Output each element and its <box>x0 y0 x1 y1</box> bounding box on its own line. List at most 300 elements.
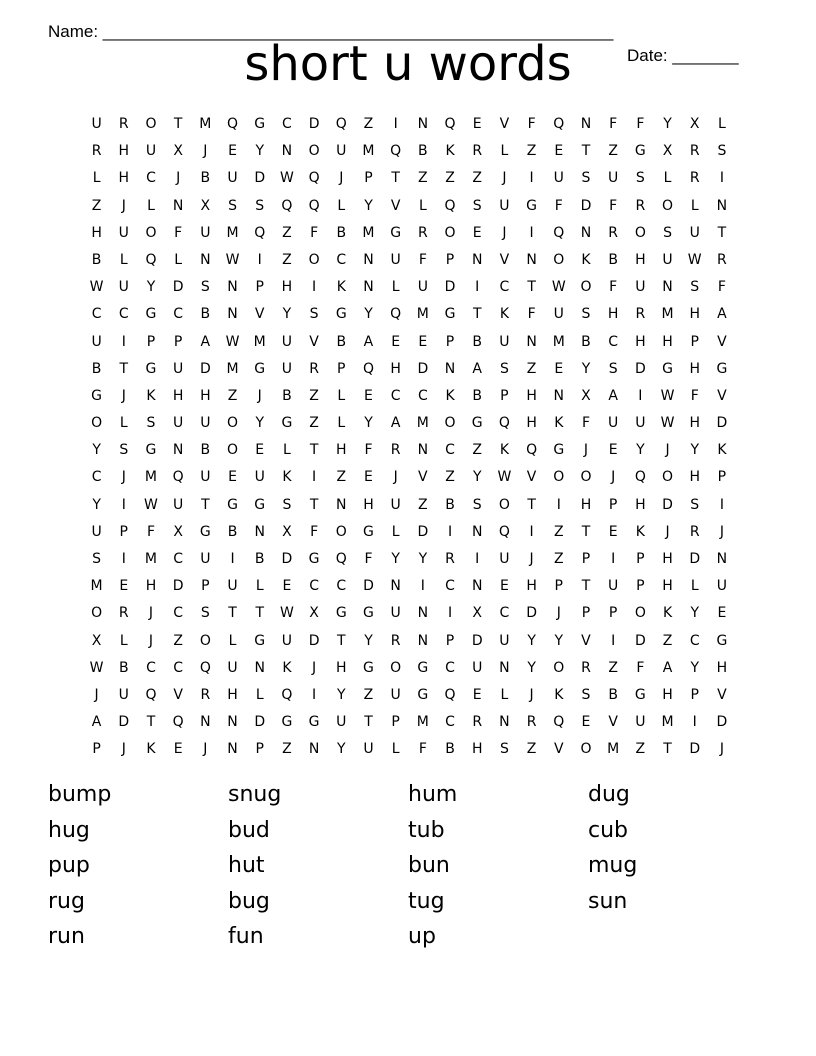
grid-letter[interactable]: Y <box>255 143 264 160</box>
grid-letter[interactable]: G <box>444 306 456 323</box>
grid-letter[interactable]: U <box>200 469 211 486</box>
grid-letter[interactable]: Y <box>364 197 373 214</box>
grid-letter[interactable]: G <box>91 387 103 404</box>
grid-letter[interactable]: M <box>607 741 620 758</box>
grid-letter[interactable]: Z <box>91 197 102 214</box>
grid-letter[interactable]: Y <box>636 442 645 459</box>
grid-letter[interactable]: I <box>312 686 317 703</box>
grid-letter[interactable]: H <box>607 306 619 323</box>
grid-letter[interactable]: G <box>716 632 728 649</box>
grid-letter[interactable]: N <box>227 714 238 731</box>
grid-letter[interactable]: J <box>583 442 589 459</box>
grid-letter[interactable]: C <box>445 442 455 459</box>
grid-letter[interactable]: H <box>526 387 537 404</box>
grid-letter[interactable]: P <box>445 333 455 350</box>
grid-letter[interactable]: H <box>118 170 130 187</box>
grid-letter[interactable]: U <box>417 279 428 296</box>
grid-letter[interactable]: P <box>717 469 727 486</box>
grid-letter[interactable]: Z <box>472 442 483 459</box>
grid-letter[interactable]: Y <box>92 442 101 459</box>
grid-letter[interactable]: Z <box>282 224 292 241</box>
grid-letter[interactable]: W <box>687 251 702 268</box>
grid-letter[interactable]: I <box>312 279 317 296</box>
grid-letter[interactable]: R <box>200 686 211 703</box>
grid-letter[interactable]: O <box>199 632 211 649</box>
grid-letter[interactable]: K <box>581 251 591 268</box>
grid-letter[interactable]: T <box>581 578 591 595</box>
grid-letter[interactable]: H <box>689 415 700 432</box>
grid-letter[interactable]: P <box>119 523 128 540</box>
grid-letter[interactable]: M <box>362 143 375 160</box>
grid-letter[interactable]: E <box>717 605 727 622</box>
grid-letter[interactable]: J <box>121 387 126 404</box>
grid-letter[interactable]: E <box>173 741 183 758</box>
grid-letter[interactable]: L <box>663 170 672 187</box>
grid-letter[interactable]: S <box>581 306 591 323</box>
grid-letter[interactable]: V <box>608 714 618 731</box>
grid-letter[interactable]: I <box>611 551 616 567</box>
grid-letter[interactable]: N <box>390 578 401 595</box>
grid-letter[interactable]: A <box>717 306 727 323</box>
grid-letter[interactable]: W <box>279 170 294 187</box>
grid-letter[interactable]: O <box>553 469 565 486</box>
grid-letter[interactable]: Q <box>172 714 184 731</box>
grid-letter[interactable]: Q <box>145 686 157 703</box>
grid-letter[interactable]: O <box>444 415 456 432</box>
grid-letter[interactable]: R <box>472 143 483 160</box>
grid-letter[interactable]: S <box>282 496 292 513</box>
grid-letter[interactable]: I <box>121 496 126 513</box>
grid-letter[interactable]: Q <box>553 714 565 731</box>
grid-letter[interactable]: C <box>445 659 455 676</box>
grid-letter[interactable]: V <box>553 741 564 758</box>
grid-letter[interactable]: W <box>660 387 675 404</box>
grid-letter[interactable]: U <box>608 578 619 595</box>
grid-letter[interactable]: Z <box>363 116 374 132</box>
grid-letter[interactable]: U <box>91 333 102 350</box>
grid-letter[interactable]: C <box>689 632 700 649</box>
grid-letter[interactable]: P <box>255 741 264 758</box>
grid-letter[interactable]: B <box>200 306 211 323</box>
grid-letter[interactable]: U <box>173 496 184 513</box>
grid-letter[interactable]: U <box>254 469 265 486</box>
grid-letter[interactable]: D <box>634 632 646 649</box>
grid-letter[interactable]: F <box>418 251 427 268</box>
grid-letter[interactable]: G <box>553 442 565 459</box>
grid-letter[interactable]: W <box>89 279 104 296</box>
grid-letter[interactable]: P <box>173 333 183 350</box>
grid-letter[interactable]: Q <box>498 415 510 432</box>
grid-letter[interactable]: L <box>119 415 128 432</box>
grid-letter[interactable]: H <box>200 387 211 404</box>
grid-letter[interactable]: V <box>717 333 727 350</box>
grid-letter[interactable]: W <box>660 415 675 432</box>
grid-letter[interactable]: S <box>119 442 129 459</box>
grid-letter[interactable]: E <box>472 224 482 241</box>
grid-letter[interactable]: L <box>418 197 427 214</box>
grid-letter[interactable]: T <box>527 496 536 513</box>
grid-letter[interactable]: A <box>472 360 482 377</box>
grid-letter[interactable]: H <box>91 224 102 241</box>
grid-letter[interactable]: V <box>581 632 591 649</box>
grid-letter[interactable]: R <box>417 224 428 241</box>
grid-letter[interactable]: F <box>174 224 183 241</box>
grid-letter[interactable]: C <box>445 578 455 595</box>
grid-letter[interactable]: Y <box>690 659 699 676</box>
grid-letter[interactable]: X <box>662 143 673 160</box>
grid-letter[interactable]: P <box>554 578 563 595</box>
grid-letter[interactable]: G <box>363 659 374 676</box>
grid-letter[interactable]: Z <box>472 170 483 187</box>
grid-letter[interactable]: K <box>635 523 645 540</box>
grid-letter[interactable]: Q <box>444 116 456 132</box>
grid-letter[interactable]: L <box>283 442 291 459</box>
grid-letter[interactable]: B <box>254 551 265 567</box>
grid-letter[interactable]: F <box>418 741 427 758</box>
grid-letter[interactable]: Z <box>173 632 183 649</box>
grid-letter[interactable]: Z <box>553 551 564 567</box>
grid-letter[interactable]: K <box>146 387 156 404</box>
grid-letter[interactable]: H <box>172 387 184 404</box>
grid-letter[interactable]: U <box>200 415 211 432</box>
grid-letter[interactable]: J <box>257 387 262 404</box>
grid-letter[interactable]: Y <box>282 306 292 323</box>
grid-letter[interactable]: B <box>608 251 618 268</box>
grid-letter[interactable]: E <box>472 686 482 703</box>
grid-letter[interactable]: K <box>717 442 727 459</box>
grid-letter[interactable]: E <box>581 714 591 731</box>
grid-letter[interactable]: N <box>471 523 483 540</box>
grid-letter[interactable]: O <box>634 224 646 241</box>
grid-letter[interactable]: Z <box>445 469 455 486</box>
grid-letter[interactable]: L <box>391 523 400 540</box>
grid-letter[interactable]: G <box>634 686 646 703</box>
grid-letter[interactable]: F <box>527 116 536 132</box>
grid-letter[interactable]: B <box>472 333 483 350</box>
grid-letter[interactable]: I <box>121 333 126 350</box>
grid-letter[interactable]: U <box>336 143 347 160</box>
grid-letter[interactable]: L <box>337 197 346 214</box>
grid-letter[interactable]: G <box>254 360 266 377</box>
grid-letter[interactable]: O <box>580 469 592 486</box>
grid-letter[interactable]: U <box>91 116 102 132</box>
grid-letter[interactable]: A <box>390 415 401 432</box>
grid-letter[interactable]: D <box>634 360 646 377</box>
grid-letter[interactable]: Y <box>364 632 373 649</box>
grid-letter[interactable]: N <box>553 387 565 404</box>
grid-letter[interactable]: D <box>254 170 266 187</box>
grid-letter[interactable]: H <box>526 578 537 595</box>
grid-letter[interactable]: Y <box>554 632 564 649</box>
grid-letter[interactable]: O <box>553 251 565 268</box>
grid-letter[interactable]: C <box>390 387 401 404</box>
grid-letter[interactable]: S <box>200 279 210 296</box>
grid-letter[interactable]: N <box>580 224 592 241</box>
grid-letter[interactable]: P <box>690 686 699 703</box>
grid-letter[interactable]: G <box>281 415 293 432</box>
grid-letter[interactable]: N <box>172 197 184 214</box>
grid-letter[interactable]: C <box>336 251 347 268</box>
grid-letter[interactable]: M <box>144 469 158 486</box>
grid-letter[interactable]: N <box>444 360 456 377</box>
grid-letter[interactable]: P <box>201 578 210 595</box>
grid-letter[interactable]: N <box>200 251 211 268</box>
grid-letter[interactable]: G <box>308 551 320 567</box>
grid-letter[interactable]: R <box>581 659 591 676</box>
grid-letter[interactable]: Z <box>309 415 319 432</box>
grid-letter[interactable]: D <box>281 551 293 567</box>
grid-letter[interactable]: U <box>608 170 619 187</box>
grid-letter[interactable]: R <box>118 116 129 132</box>
grid-letter[interactable]: M <box>226 224 239 241</box>
grid-letter[interactable]: Q <box>308 170 320 187</box>
grid-letter[interactable]: J <box>148 632 154 649</box>
grid-letter[interactable]: U <box>499 197 510 214</box>
grid-letter[interactable]: F <box>146 523 155 540</box>
grid-letter[interactable]: E <box>119 578 129 595</box>
grid-letter[interactable]: M <box>226 360 239 377</box>
grid-letter[interactable]: W <box>144 496 158 513</box>
grid-letter[interactable]: A <box>363 333 374 350</box>
grid-letter[interactable]: I <box>475 551 480 567</box>
grid-letter[interactable]: T <box>119 360 129 377</box>
grid-letter[interactable]: U <box>227 578 238 595</box>
grid-letter[interactable]: X <box>309 605 319 622</box>
grid-letter[interactable]: N <box>417 442 429 459</box>
grid-letter[interactable]: T <box>201 496 210 513</box>
grid-letter[interactable]: D <box>417 360 429 377</box>
grid-letter[interactable]: Q <box>526 442 538 459</box>
grid-letter[interactable]: V <box>309 333 319 350</box>
grid-letter[interactable]: K <box>445 387 455 404</box>
grid-letter[interactable]: Y <box>364 415 373 432</box>
grid-letter[interactable]: Y <box>337 741 346 758</box>
grid-letter[interactable]: Z <box>526 143 537 160</box>
grid-letter[interactable]: D <box>308 116 320 132</box>
grid-letter[interactable]: H <box>118 143 130 160</box>
grid-letter[interactable]: Q <box>498 523 510 540</box>
grid-letter[interactable]: Z <box>282 741 292 758</box>
grid-letter[interactable]: S <box>499 360 509 377</box>
grid-letter[interactable]: Y <box>472 469 482 486</box>
grid-letter[interactable]: P <box>636 551 645 567</box>
grid-letter[interactable]: R <box>390 632 401 649</box>
grid-letter[interactable]: H <box>363 496 374 513</box>
grid-letter[interactable]: O <box>498 496 510 513</box>
grid-letter[interactable]: D <box>254 714 266 731</box>
grid-letter[interactable]: P <box>146 333 156 350</box>
grid-letter[interactable]: Y <box>690 605 699 622</box>
grid-letter[interactable]: J <box>121 469 126 486</box>
grid-letter[interactable]: K <box>554 686 564 703</box>
grid-letter[interactable]: A <box>662 659 673 676</box>
grid-letter[interactable]: I <box>420 578 425 595</box>
grid-letter[interactable]: C <box>146 170 156 187</box>
grid-letter[interactable]: G <box>634 143 646 160</box>
grid-letter[interactable]: R <box>717 251 727 268</box>
grid-letter[interactable]: G <box>417 659 429 676</box>
grid-letter[interactable]: Q <box>390 306 402 323</box>
grid-letter[interactable]: O <box>308 251 320 268</box>
grid-letter[interactable]: O <box>227 442 239 459</box>
grid-letter[interactable]: N <box>526 333 537 350</box>
grid-letter[interactable]: J <box>502 224 507 241</box>
grid-letter[interactable]: B <box>282 387 292 404</box>
grid-letter[interactable]: D <box>662 496 673 513</box>
grid-letter[interactable]: U <box>635 714 646 731</box>
grid-letter[interactable]: J <box>176 170 181 187</box>
grid-letter[interactable]: T <box>337 632 346 649</box>
grid-letter[interactable]: G <box>308 714 320 731</box>
grid-letter[interactable]: E <box>472 116 482 132</box>
grid-letter[interactable]: Y <box>527 632 536 649</box>
grid-letter[interactable]: I <box>692 714 697 731</box>
grid-letter[interactable]: D <box>716 714 728 731</box>
grid-letter[interactable]: J <box>339 170 344 187</box>
grid-letter[interactable]: F <box>527 306 536 323</box>
grid-letter[interactable]: T <box>717 224 727 241</box>
grid-letter[interactable]: R <box>635 197 646 214</box>
grid-letter[interactable]: Z <box>363 686 374 703</box>
grid-letter[interactable]: I <box>556 496 561 513</box>
grid-letter[interactable]: P <box>391 714 400 731</box>
grid-letter[interactable]: Z <box>553 523 564 540</box>
grid-letter[interactable]: X <box>581 387 591 404</box>
grid-letter[interactable]: U <box>390 605 401 622</box>
grid-letter[interactable]: T <box>146 714 156 731</box>
grid-letter[interactable]: F <box>636 659 645 676</box>
grid-letter[interactable]: T <box>527 279 536 296</box>
grid-letter[interactable]: K <box>445 143 455 160</box>
grid-letter[interactable]: D <box>444 279 456 296</box>
grid-letter[interactable]: R <box>118 605 129 622</box>
grid-letter[interactable]: N <box>227 279 238 296</box>
grid-letter[interactable]: L <box>500 686 509 703</box>
grid-letter[interactable]: U <box>145 143 157 160</box>
grid-letter[interactable]: S <box>309 306 319 323</box>
grid-letter[interactable]: E <box>364 469 373 486</box>
grid-letter[interactable]: T <box>364 714 373 731</box>
grid-letter[interactable]: G <box>281 714 293 731</box>
grid-letter[interactable]: B <box>118 659 129 676</box>
grid-letter[interactable]: Z <box>526 741 537 758</box>
grid-letter[interactable]: I <box>447 523 453 540</box>
grid-letter[interactable]: Q <box>199 659 211 676</box>
grid-letter[interactable]: I <box>638 387 643 404</box>
grid-letter[interactable]: E <box>228 469 237 486</box>
grid-letter[interactable]: Z <box>418 496 428 513</box>
grid-letter[interactable]: J <box>393 469 398 486</box>
grid-letter[interactable]: C <box>282 116 292 132</box>
grid-letter[interactable]: S <box>472 496 482 513</box>
grid-letter[interactable]: R <box>91 143 102 160</box>
grid-letter[interactable]: U <box>200 224 211 241</box>
grid-letter[interactable]: G <box>335 306 347 323</box>
grid-letter[interactable]: C <box>173 605 184 622</box>
grid-letter[interactable]: Z <box>336 469 347 486</box>
grid-letter[interactable]: U <box>499 632 510 649</box>
grid-letter[interactable]: R <box>526 714 537 731</box>
grid-letter[interactable]: L <box>718 116 726 132</box>
grid-letter[interactable]: U <box>281 360 293 377</box>
grid-letter[interactable]: O <box>227 415 239 432</box>
grid-letter[interactable]: S <box>717 143 727 160</box>
grid-letter[interactable]: A <box>608 387 618 404</box>
grid-letter[interactable]: S <box>581 686 591 703</box>
grid-letter[interactable]: E <box>391 333 401 350</box>
grid-letter[interactable]: I <box>529 170 534 187</box>
grid-letter[interactable]: I <box>529 523 534 540</box>
grid-letter[interactable]: E <box>608 523 618 540</box>
grid-letter[interactable]: G <box>417 686 429 703</box>
grid-letter[interactable]: H <box>471 741 483 758</box>
grid-letter[interactable]: F <box>554 197 563 214</box>
grid-letter[interactable]: Q <box>362 360 374 377</box>
grid-letter[interactable]: U <box>281 333 293 350</box>
grid-letter[interactable]: F <box>364 442 373 459</box>
grid-letter[interactable]: Z <box>526 360 537 377</box>
grid-letter[interactable]: W <box>279 605 294 622</box>
grid-letter[interactable]: T <box>391 170 400 187</box>
grid-letter[interactable]: D <box>172 279 184 296</box>
grid-letter[interactable]: V <box>717 387 727 404</box>
grid-letter[interactable]: J <box>719 523 724 540</box>
grid-letter[interactable]: K <box>282 659 292 676</box>
grid-letter[interactable]: L <box>92 170 101 187</box>
grid-letter[interactable]: V <box>173 686 183 703</box>
grid-letter[interactable]: H <box>526 415 537 432</box>
grid-letter[interactable]: L <box>500 143 509 160</box>
grid-letter[interactable]: G <box>145 306 157 323</box>
grid-letter[interactable]: N <box>336 496 347 513</box>
grid-letter[interactable]: B <box>200 442 211 459</box>
grid-letter[interactable]: F <box>636 116 645 132</box>
grid-letter[interactable]: T <box>581 523 591 540</box>
grid-letter[interactable]: W <box>89 659 104 676</box>
grid-letter[interactable]: C <box>173 659 184 676</box>
grid-letter[interactable]: C <box>118 306 129 323</box>
grid-letter[interactable]: Y <box>527 659 536 676</box>
grid-letter[interactable]: Z <box>635 741 646 758</box>
grid-letter[interactable]: S <box>255 197 265 214</box>
grid-letter[interactable]: D <box>172 578 184 595</box>
grid-letter[interactable]: C <box>91 306 102 323</box>
grid-letter[interactable]: F <box>690 387 699 404</box>
grid-letter[interactable]: G <box>227 496 238 513</box>
grid-letter[interactable]: G <box>199 523 211 540</box>
grid-letter[interactable]: C <box>173 306 184 323</box>
grid-letter[interactable]: U <box>499 333 510 350</box>
grid-letter[interactable]: B <box>227 523 238 540</box>
grid-letter[interactable]: Q <box>553 224 565 241</box>
grid-letter[interactable]: B <box>445 496 455 513</box>
grid-letter[interactable]: B <box>200 170 211 187</box>
grid-letter[interactable]: A <box>200 333 211 350</box>
grid-letter[interactable]: Q <box>335 551 347 567</box>
grid-letter[interactable]: U <box>390 686 401 703</box>
grid-letter[interactable]: C <box>146 659 156 676</box>
grid-letter[interactable]: U <box>716 578 728 595</box>
grid-letter[interactable]: G <box>254 116 266 132</box>
grid-letter[interactable]: S <box>690 279 700 296</box>
grid-letter[interactable]: E <box>418 333 428 350</box>
grid-letter[interactable]: N <box>471 251 483 268</box>
grid-letter[interactable]: T <box>581 143 591 160</box>
grid-letter[interactable]: D <box>580 197 592 214</box>
grid-letter[interactable]: T <box>228 605 237 622</box>
grid-letter[interactable]: I <box>230 551 235 567</box>
grid-letter[interactable]: Z <box>227 387 238 404</box>
